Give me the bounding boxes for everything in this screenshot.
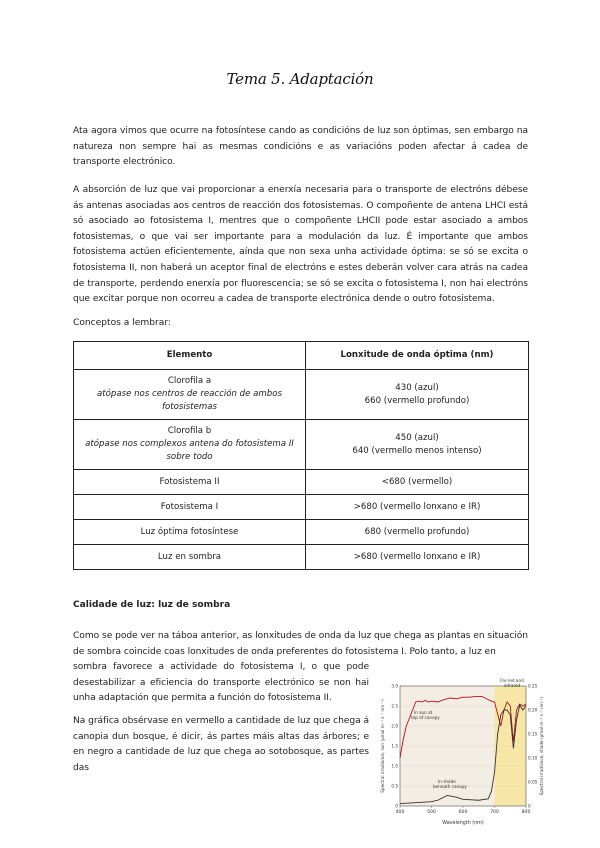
table-cell-value	[306, 420, 529, 470]
table-row	[74, 420, 529, 470]
value-line: 660 (vermello profundo)	[364, 395, 470, 406]
band-label-1: Far-red and	[500, 678, 524, 683]
concepts-label: Conceptos a lembrar:	[73, 318, 171, 328]
y-tick-label-left: 2.0	[391, 723, 398, 729]
table-cell-element	[74, 420, 306, 470]
y-tick-label-left: 0	[395, 803, 398, 809]
y-tick-label-right: 0.05	[528, 779, 538, 785]
irradiance-chart	[378, 676, 546, 832]
sun-label-2: top of canopy	[411, 715, 440, 720]
x-tick-label: 400	[395, 810, 405, 815]
x-tick-label: 600	[458, 810, 468, 815]
table-row	[74, 370, 529, 420]
table-row	[74, 545, 529, 570]
y-tick-label-left: 2.5	[391, 703, 398, 709]
y-axis-left-ticks	[391, 684, 398, 809]
sun-label-1: In sun at	[414, 710, 433, 715]
absorption-paragraph: A absorción de luz que vai proporcionar a enerxía necesaria para o transporte de electróns débese ás antenas asociadas aos centros de reacción dos fotosistemas. O compoñente de antena LHCI está só asociado ao fotosistema I, mentres que o compoñente LHCII pode estar asociado a ambos fotosistemas, o que vai ser importante para a modulación da luz. É importante que ambos fotosistema actúen eficientemente, aínda que non sexa unha actividade óptima: se só se excita o fotosistema II, non haberá un aceptor final de electróns e estes deberán volver cara atrás na cadea de transporte, perdendo enerxía por fluorescencia; se só se excita o fotosistema I, non hai electróns que excitar porque non ocorreu a cadea de transporte electrónica dende o outro fotosistema.	[73, 185, 528, 305]
shade-paragraph-1: Como se pode ver na táboa anterior, as lonxitudes de onda da luz que chega as plantas en situación de sombra coincide coas lonxitudes de onda preferentes do fotosistema I. Polo tanto, a luz en	[73, 631, 528, 657]
shade-label-1: In shade	[438, 779, 456, 784]
x-tick-label: 500	[427, 810, 436, 815]
y-tick-label-left: 0.5	[391, 783, 398, 789]
intro-paragraph: Ata agora vimos que ocurre na fotosíntese cando as condicións de luz son óptimas, sen embargo na natureza non sempre hai as mesmas condicións e as variacións poden afectar á cadea de transporte electrónico.	[73, 126, 528, 168]
table-cell-element: Luz óptima fotosíntese	[74, 520, 306, 545]
y-tick-label-right: 0.20	[528, 707, 538, 713]
page-title: Tema 5. Adaptación	[226, 70, 374, 88]
table-cell-value: 680 (vermello profundo)	[306, 520, 529, 545]
element-name: Clorofila b	[167, 426, 212, 436]
table-cell-value	[306, 370, 529, 420]
y-axis-right-ticks	[528, 684, 538, 809]
y-tick-label-right: 0.25	[528, 683, 538, 689]
shade-label-2: beneath canopy	[433, 784, 467, 789]
y-tick-label-right: 0.10	[528, 755, 538, 761]
value-line: 450 (azul)	[395, 432, 439, 443]
y-tick-label-right: 0.15	[528, 731, 538, 737]
band-label-2: infrared	[503, 683, 521, 688]
y-axis-left-label: Spectral irradiance, sun (μmol m⁻² s⁻¹ nm⁻¹)	[380, 699, 385, 793]
x-tick-label: 800	[521, 810, 531, 815]
table-header-row	[74, 342, 529, 370]
table-row	[74, 520, 529, 545]
y-tick-label-left: 3.0	[391, 683, 398, 689]
y-tick-label-left: 1.0	[391, 763, 398, 769]
table-row	[74, 495, 529, 520]
y-axis-right-label: Spectral irradiance, shade (μmol m⁻² s⁻¹ nm⁻¹)	[539, 696, 544, 796]
x-axis-ticks	[395, 803, 531, 815]
table-cell-element	[74, 370, 306, 420]
shade-paragraph-1-continued: sombra favorece a actividade do fotosistema I, o que pode desestabilizar a eficiencia do transporte electrónico se non hai unha adaptación que permita a función do fotosistema II.	[73, 662, 369, 704]
table-cell-value: >680 (vermello lonxano e IR)	[306, 495, 529, 520]
element-name: Clorofila a	[167, 376, 212, 386]
table-cell-element: Luz en sombra	[74, 545, 306, 570]
value-line: 430 (azul)	[395, 382, 439, 393]
element-note: atópase nos complexos antena do fotosistema II sobre todo	[85, 439, 294, 462]
x-axis-label: Wavelength (nm)	[442, 821, 484, 826]
wavelength-table	[73, 341, 529, 570]
value-line: 640 (vermello menos intenso)	[352, 445, 482, 456]
table-cell-element: Fotosistema II	[74, 470, 306, 495]
x-tick-label: 700	[490, 810, 499, 815]
shade-paragraph-2: Na gráfica obsérvase en vermello a cantidade de luz que chega á canopia dun bosque, é dicir, ás partes máis altas das árbores; e en negro a cantidade de luz que chega ao sotobosque, as partes das	[73, 716, 369, 773]
table-row	[74, 470, 529, 495]
table-header-element: Elemento	[74, 342, 306, 370]
shade-heading: Calidade de luz: luz de sombra	[73, 600, 231, 610]
element-note: atópase nos centros de reacción de ambos fotosistemas	[97, 389, 282, 412]
table-cell-element: Fotosistema I	[74, 495, 306, 520]
y-tick-label-left: 1.5	[391, 743, 398, 749]
y-tick-label-right: 0	[528, 803, 531, 809]
table-cell-value: <680 (vermello)	[306, 470, 529, 495]
table-header-wavelength: Lonxitude de onda óptima (nm)	[306, 342, 529, 370]
table-cell-value: >680 (vermello lonxano e IR)	[306, 545, 529, 570]
